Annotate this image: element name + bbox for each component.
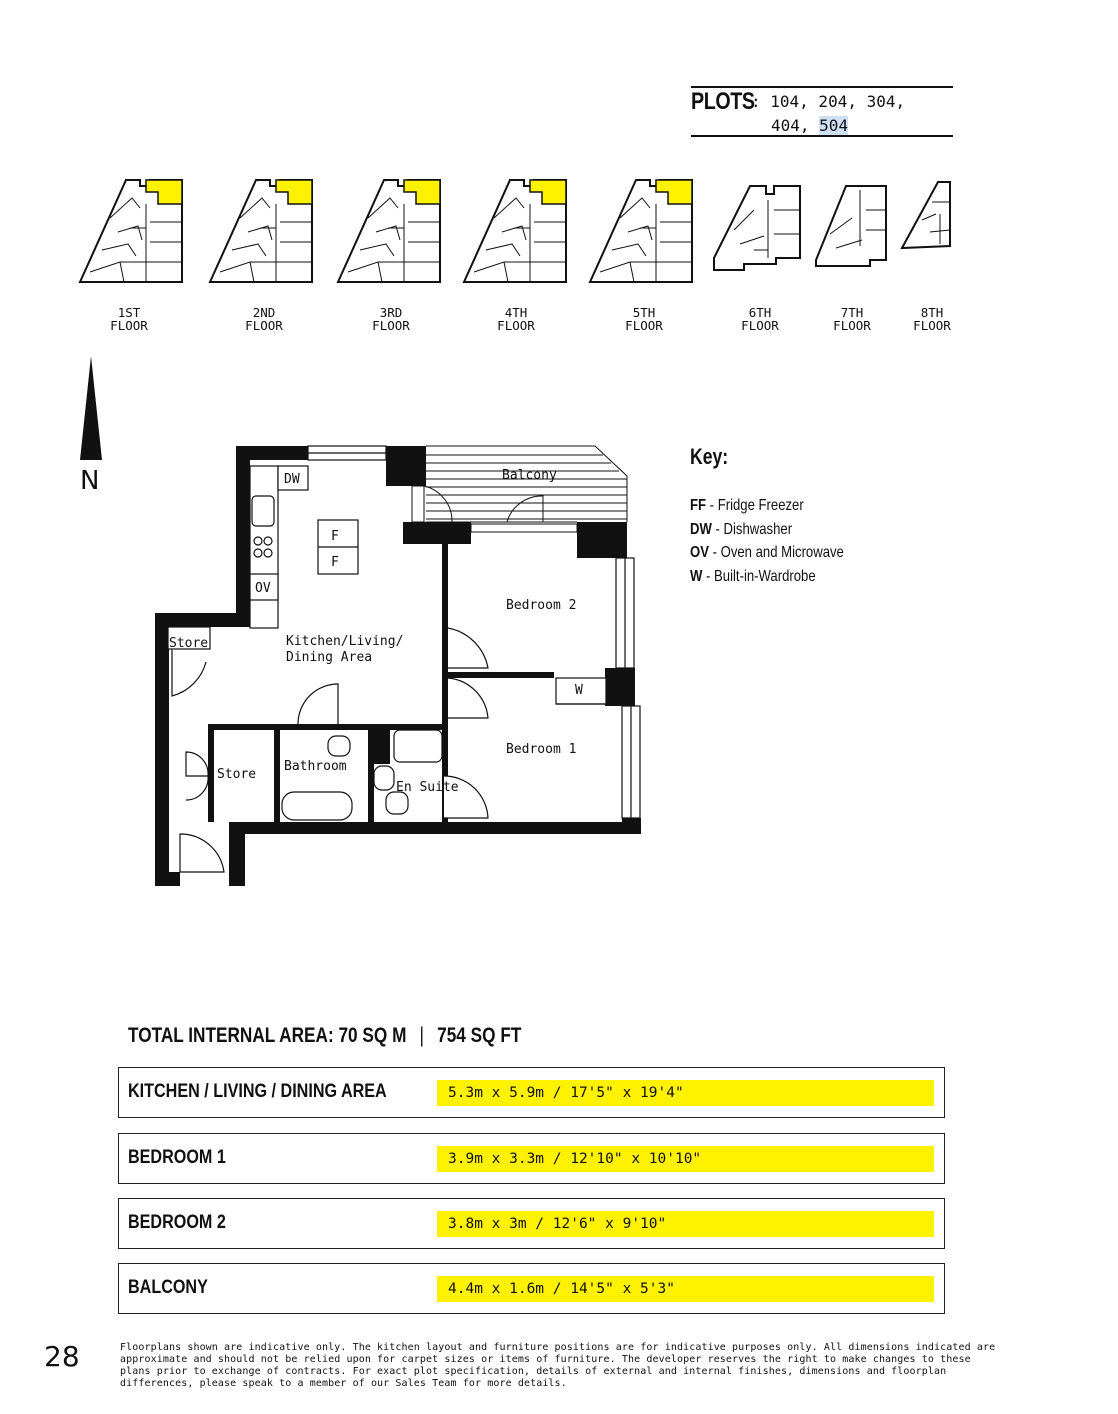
plots-line-2a: 404,	[771, 116, 820, 135]
room-row-balcony	[118, 1263, 945, 1314]
floor-thumbnails	[70, 170, 970, 295]
floor-7-thumbnail	[816, 186, 886, 266]
key-text-ov: - Oven and Microwave	[708, 544, 844, 561]
floor-8-thumbnail	[902, 182, 950, 248]
floor-label-6-word: FLOOR	[741, 318, 779, 333]
floor-label-1-word: FLOOR	[110, 318, 148, 333]
floor-2-thumbnail	[210, 180, 312, 282]
floor-label-3-word: FLOOR	[372, 318, 410, 333]
plan-label-f1: F	[331, 529, 339, 544]
key-item-w	[690, 568, 816, 586]
total-area-separator: |	[419, 1024, 425, 1047]
key-item-dw	[690, 521, 792, 539]
plan-label-dw: DW	[284, 472, 300, 487]
floor-label-8	[897, 306, 967, 332]
room-name-kitchen: KITCHEN / LIVING / DINING AREA	[128, 1081, 387, 1102]
key-text-ff: - Fridge Freezer	[706, 497, 804, 514]
key-text-w: - Built-in-Wardrobe	[702, 568, 816, 585]
plots-bottom-rule	[691, 135, 953, 137]
plan-label-store-1: Store	[169, 636, 209, 651]
floor-label-8-num: 8TH	[920, 305, 944, 320]
floor-label-1-num: 1ST	[117, 305, 141, 320]
room-dims-bedroom-2: 3.8m x 3m / 12'6" x 9'10"	[437, 1211, 934, 1237]
floor-label-3	[356, 306, 426, 332]
floor-label-6-num: 6TH	[748, 305, 772, 320]
floor-label-5-num: 5TH	[632, 305, 656, 320]
key-code-ff: FF	[690, 497, 707, 514]
plan-label-balcony: Balcony	[502, 468, 557, 483]
room-row-bedroom-2	[118, 1198, 945, 1249]
room-dims-kitchen: 5.3m x 5.9m / 17'5" x 19'4"	[437, 1080, 934, 1106]
key-item-ov	[690, 544, 844, 562]
total-internal-area	[128, 1024, 521, 1048]
total-area-sqft: 754 SQ FT	[437, 1024, 522, 1047]
floor-plan	[150, 440, 650, 900]
floor-label-1	[94, 306, 164, 332]
floor-label-2-num: 2ND	[252, 305, 276, 320]
floor-3-thumbnail	[338, 180, 440, 282]
plan-label-bedroom-1: Bedroom 1	[506, 742, 577, 757]
page-number: 28	[44, 1340, 80, 1373]
key-code-dw: DW	[690, 521, 712, 538]
plots-line-2	[771, 116, 848, 135]
floor-label-6	[725, 306, 795, 332]
floor-label-2-word: FLOOR	[245, 318, 283, 333]
floor-label-2	[229, 306, 299, 332]
floor-label-7-num: 7TH	[840, 305, 864, 320]
floor-1-thumbnail	[80, 180, 182, 282]
plan-label-bathroom: Bathroom	[284, 759, 347, 774]
floor-4-thumbnail	[464, 180, 566, 282]
floor-label-4-num: 4TH	[504, 305, 528, 320]
plan-label-en-suite: En Suite	[396, 780, 459, 795]
plan-label-store-2: Store	[217, 767, 257, 782]
plan-label-kitchen-1: Kitchen/Living/	[286, 634, 404, 649]
floor-label-4	[481, 306, 551, 332]
room-name-balcony: BALCONY	[128, 1277, 208, 1298]
floor-label-7-word: FLOOR	[833, 318, 871, 333]
floor-label-4-word: FLOOR	[497, 318, 535, 333]
north-arrow-icon	[78, 356, 104, 464]
plots-line-1: : 104, 204, 304,	[751, 92, 906, 111]
key-title: Key:	[690, 444, 729, 469]
key-code-w: W	[690, 568, 703, 585]
floor-5-thumbnail	[590, 180, 692, 282]
room-row-kitchen	[118, 1067, 945, 1118]
room-name-bedroom-2: BEDROOM 2	[128, 1212, 226, 1233]
floor-label-5	[609, 306, 679, 332]
room-dims-bedroom-1: 3.9m x 3.3m / 12'10" x 10'10"	[437, 1146, 934, 1172]
floor-label-7	[817, 306, 887, 332]
room-name-bedroom-1: BEDROOM 1	[128, 1147, 226, 1168]
floor-label-3-num: 3RD	[379, 305, 403, 320]
total-area-sqm: TOTAL INTERNAL AREA: 70 SQ M	[128, 1024, 407, 1047]
floor-label-8-word: FLOOR	[913, 318, 951, 333]
plan-label-ov: OV	[255, 581, 271, 596]
key-code-ov: OV	[690, 544, 709, 561]
room-row-bedroom-1	[118, 1133, 945, 1184]
key-text-dw: - Dishwasher	[711, 521, 793, 538]
plan-label-f2: F	[331, 555, 339, 570]
room-dims-balcony: 4.4m x 1.6m / 14'5" x 5'3"	[437, 1276, 934, 1302]
north-label: N	[80, 466, 100, 496]
plots-label: PLOTS	[691, 88, 755, 115]
disclaimer-text: Floorplans shown are indicative only. The kitchen layout and furniture positions are for indicative purposes only. All dimensions indicated are approximate and should not be relied upon for carpet sizes or items of furniture. The developer reserves the right to make changes to these plans prior to exchange of contracts. For exact plot specification, details of external and internal finishes, dimensions and floorplan differences, please speak to a member of our Sales Team for more details.	[120, 1342, 996, 1389]
plan-label-wardrobe: W	[575, 683, 583, 698]
plan-label-kitchen-2: Dining Area	[286, 650, 373, 665]
floor-label-5-word: FLOOR	[625, 318, 663, 333]
key-item-ff	[690, 497, 804, 515]
plan-label-bedroom-2: Bedroom 2	[506, 598, 577, 613]
floor-6-thumbnail	[714, 186, 800, 270]
plots-selected-plot: 504	[819, 116, 849, 135]
